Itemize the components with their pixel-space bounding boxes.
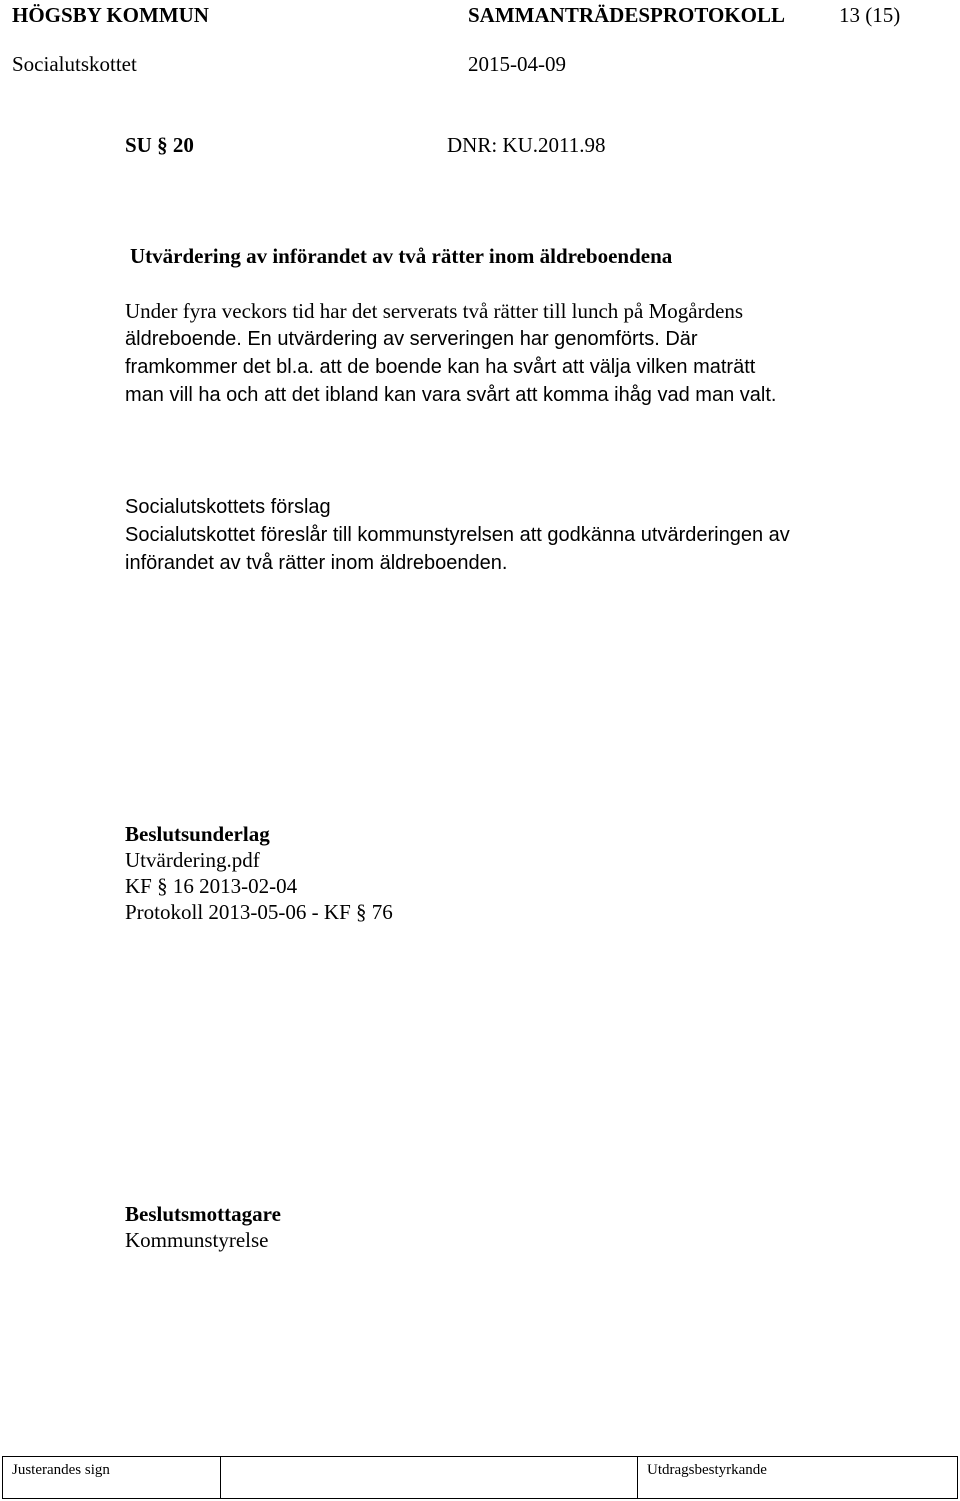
recipients-heading: Beslutsmottagare xyxy=(125,1202,281,1226)
committee-name: Socialutskottet xyxy=(12,52,137,76)
footer-divider xyxy=(220,1456,221,1499)
footer-divider xyxy=(957,1456,958,1499)
certificate-label: Utdragsbestyrkande xyxy=(647,1462,767,1478)
intro-line: äldreboende. En utvärdering av serveringen har genomförts. Där xyxy=(125,328,698,350)
proposal-line: Socialutskottet föreslår till kommunstyrelsen att godkänna utvärderingen av xyxy=(125,524,790,546)
basis-item: KF § 16 2013-02-04 xyxy=(125,874,298,898)
intro-line: framkommer det bl.a. att de boende kan ha svårt att välja vilken maträtt xyxy=(125,356,756,378)
proposal-heading: Socialutskottets förslag xyxy=(125,496,331,518)
basis-item: Protokoll 2013-05-06 - KF § 76 xyxy=(125,900,393,924)
intro-line: Under fyra veckors tid har det serverats två rätter till lunch på Mogårdens xyxy=(125,299,744,323)
basis-item: Utvärdering.pdf xyxy=(125,848,260,872)
footer-divider xyxy=(637,1456,638,1499)
recipient-item: Kommunstyrelse xyxy=(125,1228,269,1252)
municipality-name: HÖGSBY KOMMUN xyxy=(12,3,209,27)
intro-line: man vill ha och att det ibland kan vara svårt att komma ihåg vad man valt. xyxy=(125,384,777,406)
basis-heading: Beslutsunderlag xyxy=(125,822,270,846)
document-type: SAMMANTRÄDESPROTOKOLL xyxy=(468,3,785,27)
recipients-section xyxy=(125,1201,905,1253)
meeting-date: 2015-04-09 xyxy=(468,52,566,76)
proposal-section xyxy=(125,493,905,577)
proposal-line: införandet av två rätter inom äldreboenden. xyxy=(125,552,508,574)
footer-divider xyxy=(2,1456,3,1499)
footer-bottom-rule xyxy=(2,1498,958,1499)
footer-top-rule xyxy=(2,1456,958,1457)
case-title: Utvärdering av införandet av två rätter inom äldreboendena xyxy=(130,244,673,268)
page-number: 13 (15) xyxy=(839,3,901,27)
basis-section xyxy=(125,821,905,925)
intro-paragraph xyxy=(125,297,905,409)
signature-label: Justerandes sign xyxy=(12,1462,110,1478)
case-number: SU § 20 xyxy=(125,133,194,157)
diary-number: DNR: KU.2011.98 xyxy=(447,133,606,157)
